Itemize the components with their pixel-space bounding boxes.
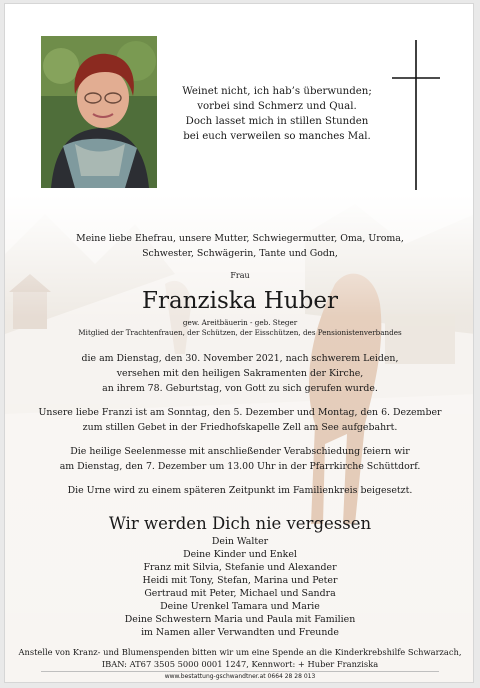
poem bbox=[167, 84, 387, 144]
death-text-line: versehen mit den heiligen Sakramenten der Kirche, bbox=[116, 368, 364, 379]
mourner-line: Heidi mit Tony, Stefan, Marina und Peter bbox=[142, 575, 338, 586]
membership-line: Mitglied der Trachtenfrauen, der Schützen, der Eisschützen, des Pensionistenverbandes bbox=[78, 328, 402, 337]
portrait-photo bbox=[41, 36, 157, 188]
poem-line: Weinet nicht, ich hab’s überwunden; bbox=[182, 86, 372, 97]
mourner-line: Deine Kinder und Enkel bbox=[183, 549, 297, 560]
poem-line: Doch lasset mich in stillen Stunden bbox=[185, 116, 369, 127]
deceased-name: Franziska Huber bbox=[142, 288, 338, 314]
born-line: gew. Areitbäuerin - geb. Steger bbox=[182, 318, 298, 327]
footer-contact: www.bestattung-gschwandtner.at 0664 28 28 013 bbox=[164, 673, 316, 680]
viewing-text-line: Unsere liebe Franzi ist am Sonntag, den 5. Dezember und Montag, den 6. Dezember bbox=[38, 407, 442, 418]
farewell-heading: Wir werden Dich nie vergessen bbox=[108, 514, 372, 533]
poem-line: vorbei sind Schmerz und Qual. bbox=[197, 101, 357, 112]
mass-text-line: am Dienstag, den 7. Dezember um 13.00 Uhr in der Pfarrkirche Schüttdorf. bbox=[59, 461, 421, 472]
cross-icon bbox=[391, 40, 441, 192]
urn-text: Die Urne wird zu einem späteren Zeitpunkt im Familienkreis beigesetzt. bbox=[67, 485, 413, 496]
mourner-line: Franz mit Silvia, Stefanie und Alexander bbox=[143, 562, 337, 573]
viewing-text-line: zum stillen Gebet in der Friedhofskapelle Zell am See aufgebahrt. bbox=[82, 422, 398, 433]
death-text-line: an ihrem 78. Geburtstag, von Gott zu sich gerufen wurde. bbox=[102, 383, 378, 394]
footer-divider bbox=[41, 671, 439, 672]
mourner-line: im Namen aller Verwandten und Freunde bbox=[141, 627, 339, 638]
poem-line: bei euch verweilen so manches Mal. bbox=[183, 131, 371, 142]
donation-text-line: Anstelle von Kranz- und Blumenspenden bitten wir um eine Spende an die Kinderkrebshilfe Schwarzach, bbox=[18, 647, 462, 657]
mourner-line: Deine Schwestern Maria und Paula mit Familien bbox=[124, 614, 356, 625]
frau-label: Frau bbox=[230, 271, 250, 280]
mass-text-line: Die heilige Seelenmesse mit anschließender Verabschiedung feiern wir bbox=[70, 446, 410, 457]
intro-line: Meine liebe Ehefrau, unsere Mutter, Schwiegermutter, Oma, Uroma, bbox=[76, 233, 404, 244]
mourner-line: Dein Walter bbox=[211, 536, 269, 547]
intro-line: Schwester, Schwägerin, Tante und Godn, bbox=[142, 248, 338, 259]
obituary-notice bbox=[4, 3, 474, 683]
donation-text-line: IBAN: AT67 3505 5000 0001 1247, Kennwort: + Huber Franziska bbox=[101, 659, 379, 669]
death-text-line: die am Dienstag, den 30. November 2021, nach schwerem Leiden, bbox=[81, 353, 399, 364]
mourner-line: Gertraud mit Peter, Michael und Sandra bbox=[144, 588, 336, 599]
mourner-line: Deine Urenkel Tamara und Marie bbox=[160, 601, 320, 612]
